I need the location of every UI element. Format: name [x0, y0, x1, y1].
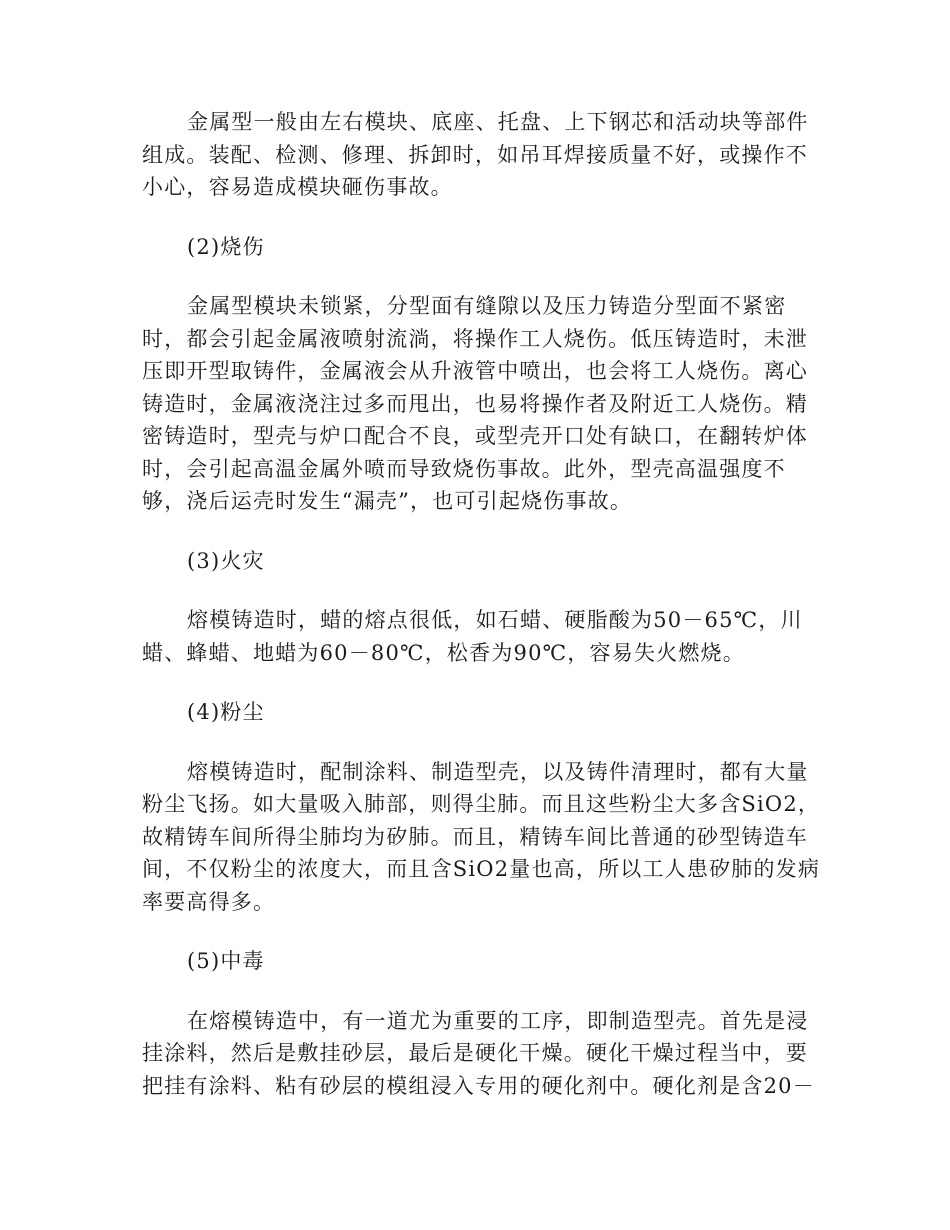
- text-line: 故精铸车间所得尘肺均为矽肺。而且，精铸车间比普通的砂型铸造车: [142, 824, 808, 849]
- text-line: 粉尘飞扬。如大量吸入肺部，则得尘肺。而且这些粉尘大多含SiO2，: [142, 792, 821, 816]
- paragraph-mold-injury: [142, 106, 809, 204]
- section-heading-poisoning: (5)中毒: [187, 949, 265, 973]
- text-line: 在熔模铸造中，有一道尤为重要的工序，即制造型壳。首先是浸: [187, 1008, 809, 1033]
- paragraph-burns: [142, 290, 808, 518]
- text-line: 间，不仅粉尘的浓度大，而且含SiO2量也高，所以工人患矽肺的发病: [142, 857, 821, 881]
- paragraph-fire: [142, 604, 802, 669]
- text-line: 把挂有涂料、粘有砂层的模组浸入专用的硬化剂中。硬化剂是含20－: [142, 1073, 815, 1098]
- section-heading-dust: (4)粉尘: [187, 700, 265, 724]
- text-line: 时，都会引起金属液喷射流淌，将操作工人烧伤。低压铸造时，未泄: [142, 326, 808, 351]
- text-line: 蜡、蜂蜡、地蜡为60－80℃，松香为90℃，容易失火燃烧。: [142, 640, 745, 665]
- section-heading-fire: (3)火灾: [187, 548, 265, 573]
- text-line: 熔模铸造时，配制涂料、制造型壳，以及铸件清理时，都有大量: [187, 759, 809, 784]
- text-line: 率要高得多。: [142, 889, 276, 914]
- text-line: 小心，容易造成模块砸伤事故。: [142, 175, 453, 199]
- text-line: 金属型一般由左右模块、底座、托盘、上下钢芯和活动块等部件: [187, 110, 809, 134]
- text-line: 压即开型取铸件，金属液会从升液管中喷出，也会将工人烧伤。离心: [142, 359, 808, 383]
- text-line: 铸造时，金属液浇注过多而甩出，也易将操作者及附近工人烧伤。精: [142, 391, 808, 416]
- text-line: 组成。装配、检测、修理、拆卸时，如吊耳焊接质量不好，或操作不: [142, 142, 808, 167]
- text-line: 时，会引起高温金属外喷而导致烧伤事故。此外，型壳高温强度不: [142, 456, 786, 481]
- text-line: 金属型模块未锁紧，分型面有缝隙以及压力铸造分型面不紧密: [187, 294, 787, 318]
- paragraph-dust: [142, 756, 821, 919]
- text-line: 挂涂料，然后是敷挂砂层，最后是硬化干燥。硬化干燥过程当中，要: [142, 1041, 808, 1065]
- paragraph-poisoning: [142, 1005, 815, 1103]
- document-page: [142, 106, 821, 1129]
- section-heading-burns: (2)烧伤: [187, 234, 265, 259]
- text-line: 够，浇后运壳时发生“漏壳”，也可引起烧伤事故。: [142, 489, 633, 513]
- text-line: 密铸造时，型壳与炉口配合不良，或型壳开口处有缺口，在翻转炉体: [142, 424, 808, 448]
- text-line: 熔模铸造时，蜡的熔点很低，如石蜡、硬脂酸为50－65℃，川: [187, 608, 803, 632]
